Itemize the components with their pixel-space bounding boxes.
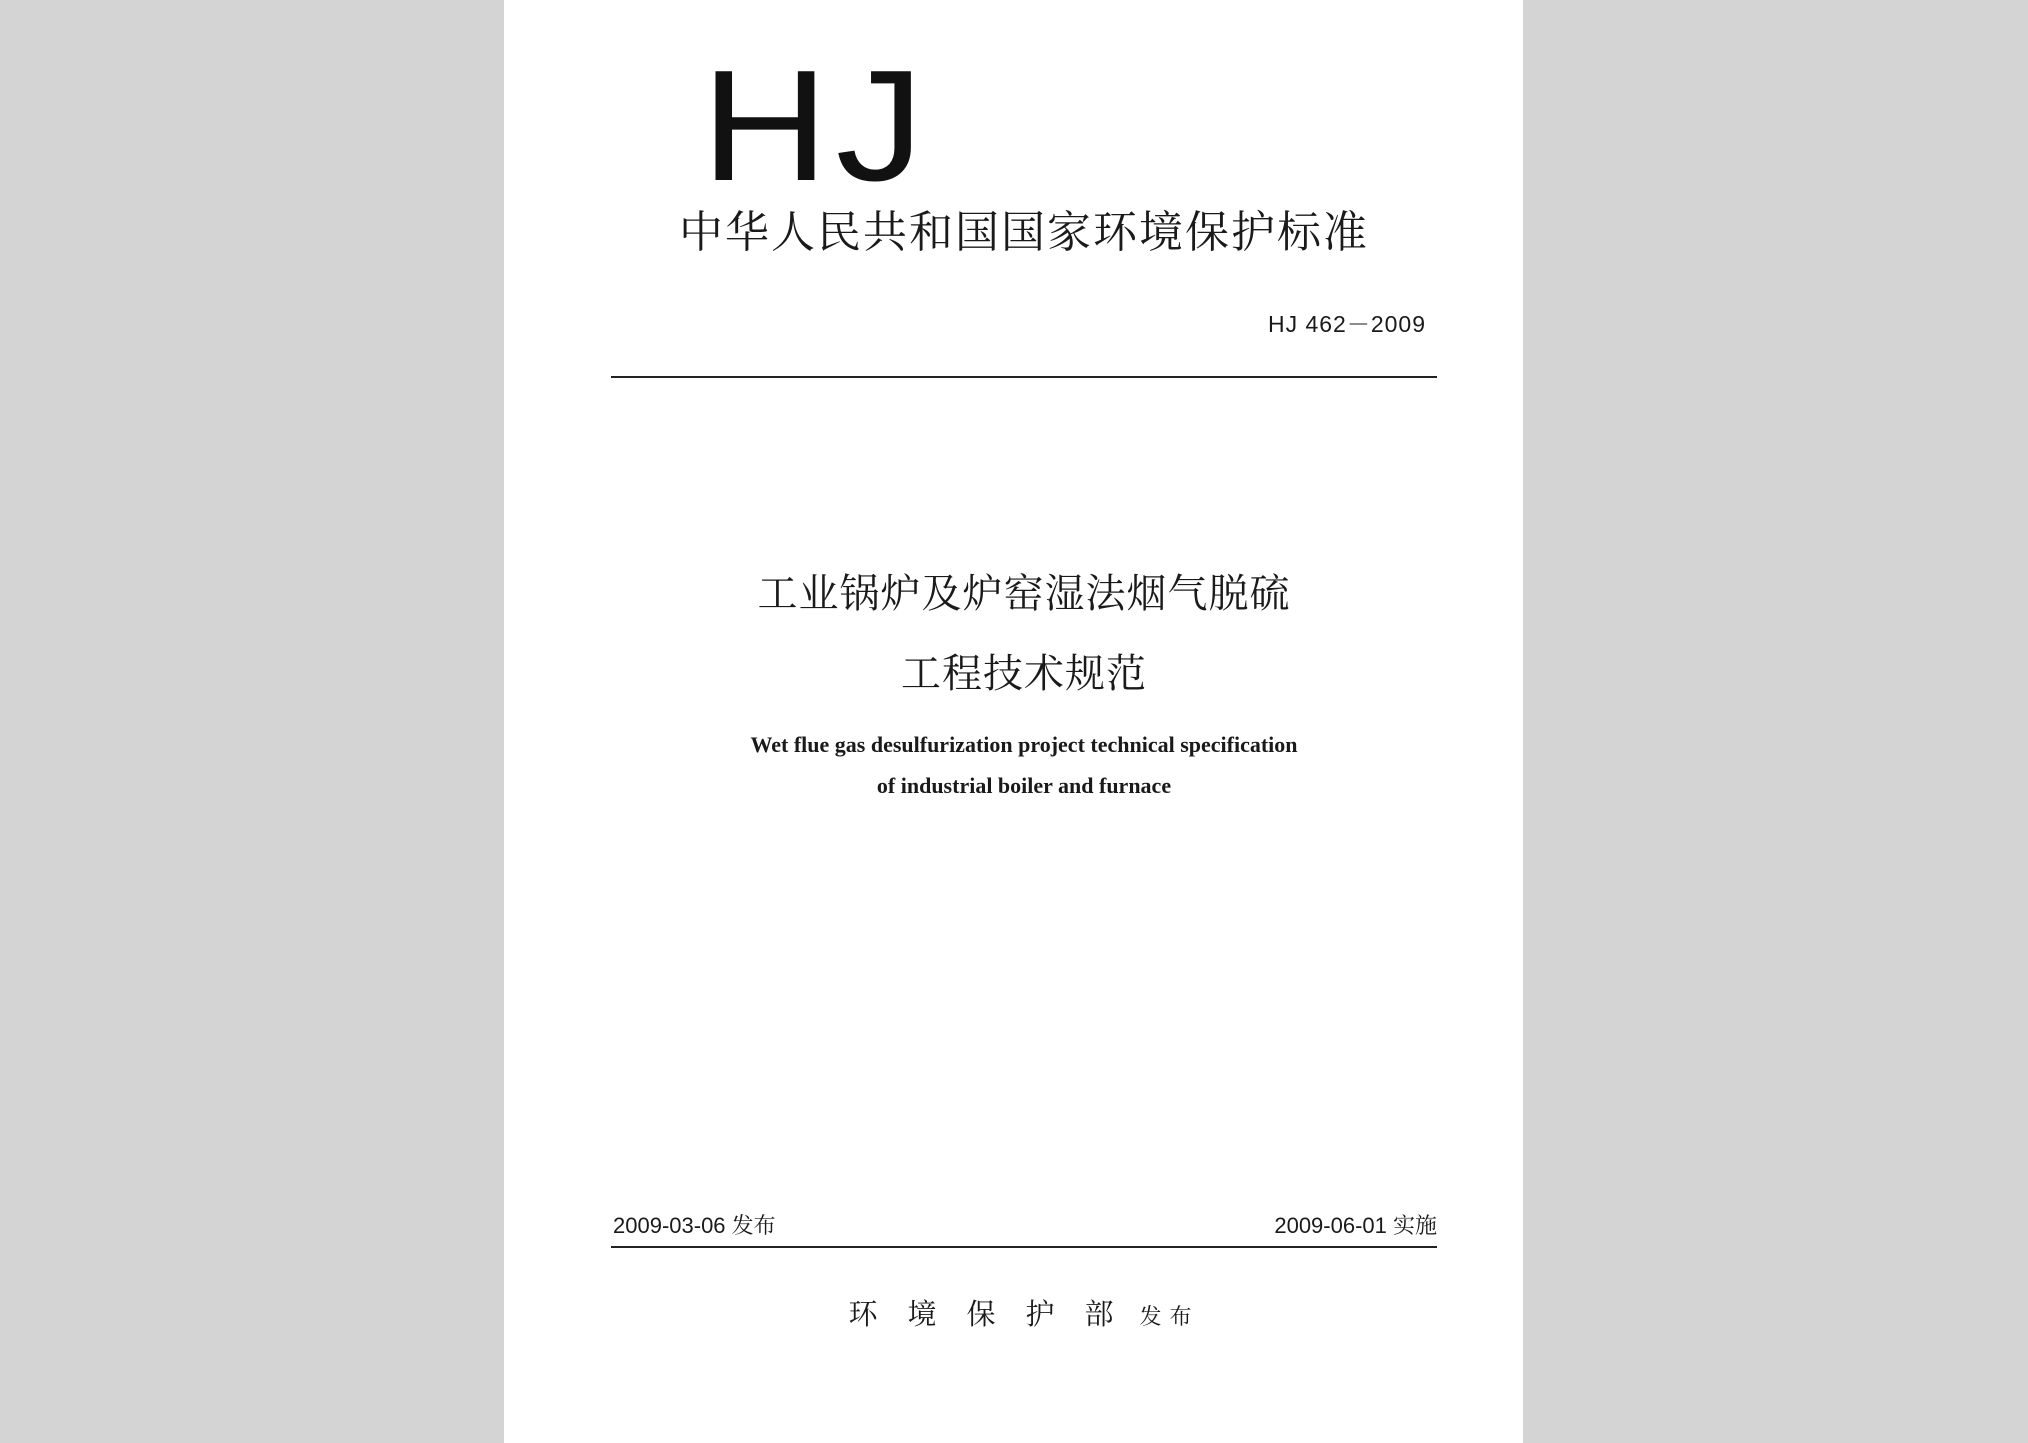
document-page [504,0,1523,1443]
title-en-line-2: of industrial boiler and furnace [876,773,1172,798]
issuer-organization: 环境保护部 [848,1297,1144,1331]
release-date: 2009-03-06 发布 [613,1213,776,1238]
issuer-suffix: 发布 [1139,1305,1200,1330]
title-en-line-1: Wet flue gas desulfurization project technical specification [750,732,1298,757]
title-cn-line-1: 工业锅炉及炉窑湿法烟气脱硫 [757,571,1291,617]
standard-code: HJ 462－2009 [1267,311,1426,337]
title-cn-line-2: 工程技术规范 [901,651,1147,697]
issuer-line [611,1295,1437,1337]
standard-category-title: 中华人民共和国国家环境保护标准 [679,207,1369,258]
footer-divider [611,1246,1437,1248]
header-divider [611,376,1437,378]
hj-logo: HJ [701,38,931,214]
effective-date: 2009-06-01 实施 [1274,1213,1437,1238]
